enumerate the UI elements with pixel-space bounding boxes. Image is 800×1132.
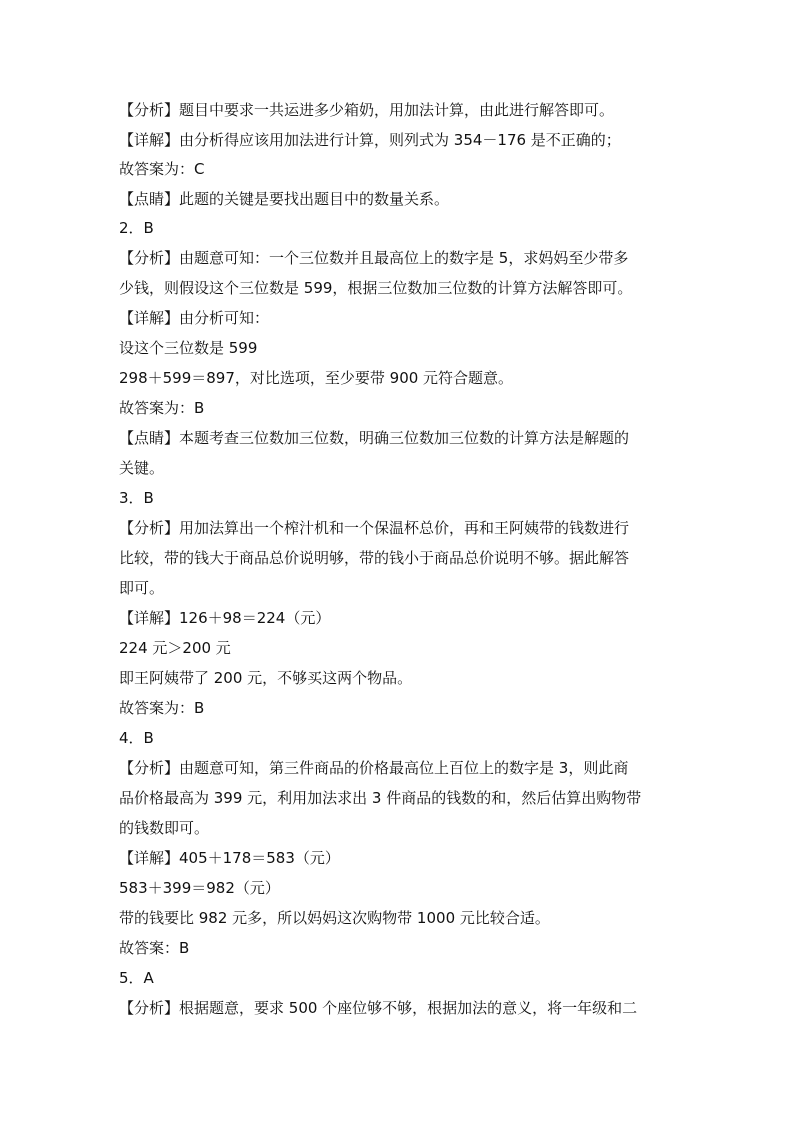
comment-1: 【点睛】此题的关键是要找出题目中的数量关系。 [119,190,450,208]
analysis-3-line-2: 比较，带的钱大于商品总价说明够，带的钱小于商品总价说明不够。据此解答 [119,549,630,567]
answer-2: 故答案为：B [119,399,205,417]
analysis-2-line-1: 【分析】由题意可知：一个三位数并且最高位上的数字是 5，求妈妈至少带多 [119,249,629,267]
answer-1: 故答案为：C [119,160,205,178]
analysis-5-line-1: 【分析】根据题意，要求 500 个座位够不够，根据加法的意义，将一年级和二 [119,999,638,1017]
analysis-3-line-1: 【分析】用加法算出一个榨汁机和一个保温杯总价，再和王阿姨带的钱数进行 [119,519,630,537]
question-number-4: 4．B [119,729,154,747]
detail-3-line-3: 即王阿姨带了 200 元，不够买这两个物品。 [119,669,413,687]
comment-2-line-2: 关键。 [119,459,165,477]
question-number-2: 2．B [119,219,154,237]
detail-1: 【详解】由分析得应该用加法进行计算，则列式为 354－176 是不正确的； [119,131,621,149]
detail-3-line-2: 224 元＞200 元 [119,639,231,657]
analysis-4-line-1: 【分析】由题意可知，第三件商品的价格最高位上百位上的数字是 3，则此商 [119,759,629,777]
answer-3: 故答案为：B [119,699,205,717]
detail-4-line-3: 带的钱要比 982 元多，所以妈妈这次购物带 1000 元比较合适。 [119,909,550,927]
detail-4-line-1: 【详解】405＋178＝583（元） [119,849,340,867]
detail-2-line-1: 【详解】由分析可知： [119,309,270,327]
question-number-5: 5．A [119,969,154,987]
detail-4-line-2: 583＋399＝982（元） [119,879,280,897]
analysis-4-line-2: 品价格最高为 399 元，利用加法求出 3 件商品的钱数的和，然后估算出购物带 [119,789,642,807]
detail-2-line-3: 298＋599＝897，对比选项，至少要带 900 元符合题意。 [119,369,514,387]
analysis-4-line-3: 的钱数即可。 [119,819,210,837]
question-number-3: 3．B [119,489,154,507]
detail-2-line-2: 设这个三位数是 599 [119,339,258,357]
analysis-3-line-3: 即可。 [119,579,165,597]
answer-4: 故答案：B [119,939,190,957]
analysis-2-line-2: 少钱，则假设这个三位数是 599，根据三位数加三位数的计算方法解答即可。 [119,279,633,297]
comment-2-line-1: 【点睛】本题考查三位数加三位数，明确三位数加三位数的计算方法是解题的 [119,429,630,447]
detail-3-line-1: 【详解】126＋98＝224（元） [119,609,331,627]
analysis-1: 【分析】题目中要求一共运进多少箱奶，用加法计算，由此进行解答即可。 [119,101,615,119]
